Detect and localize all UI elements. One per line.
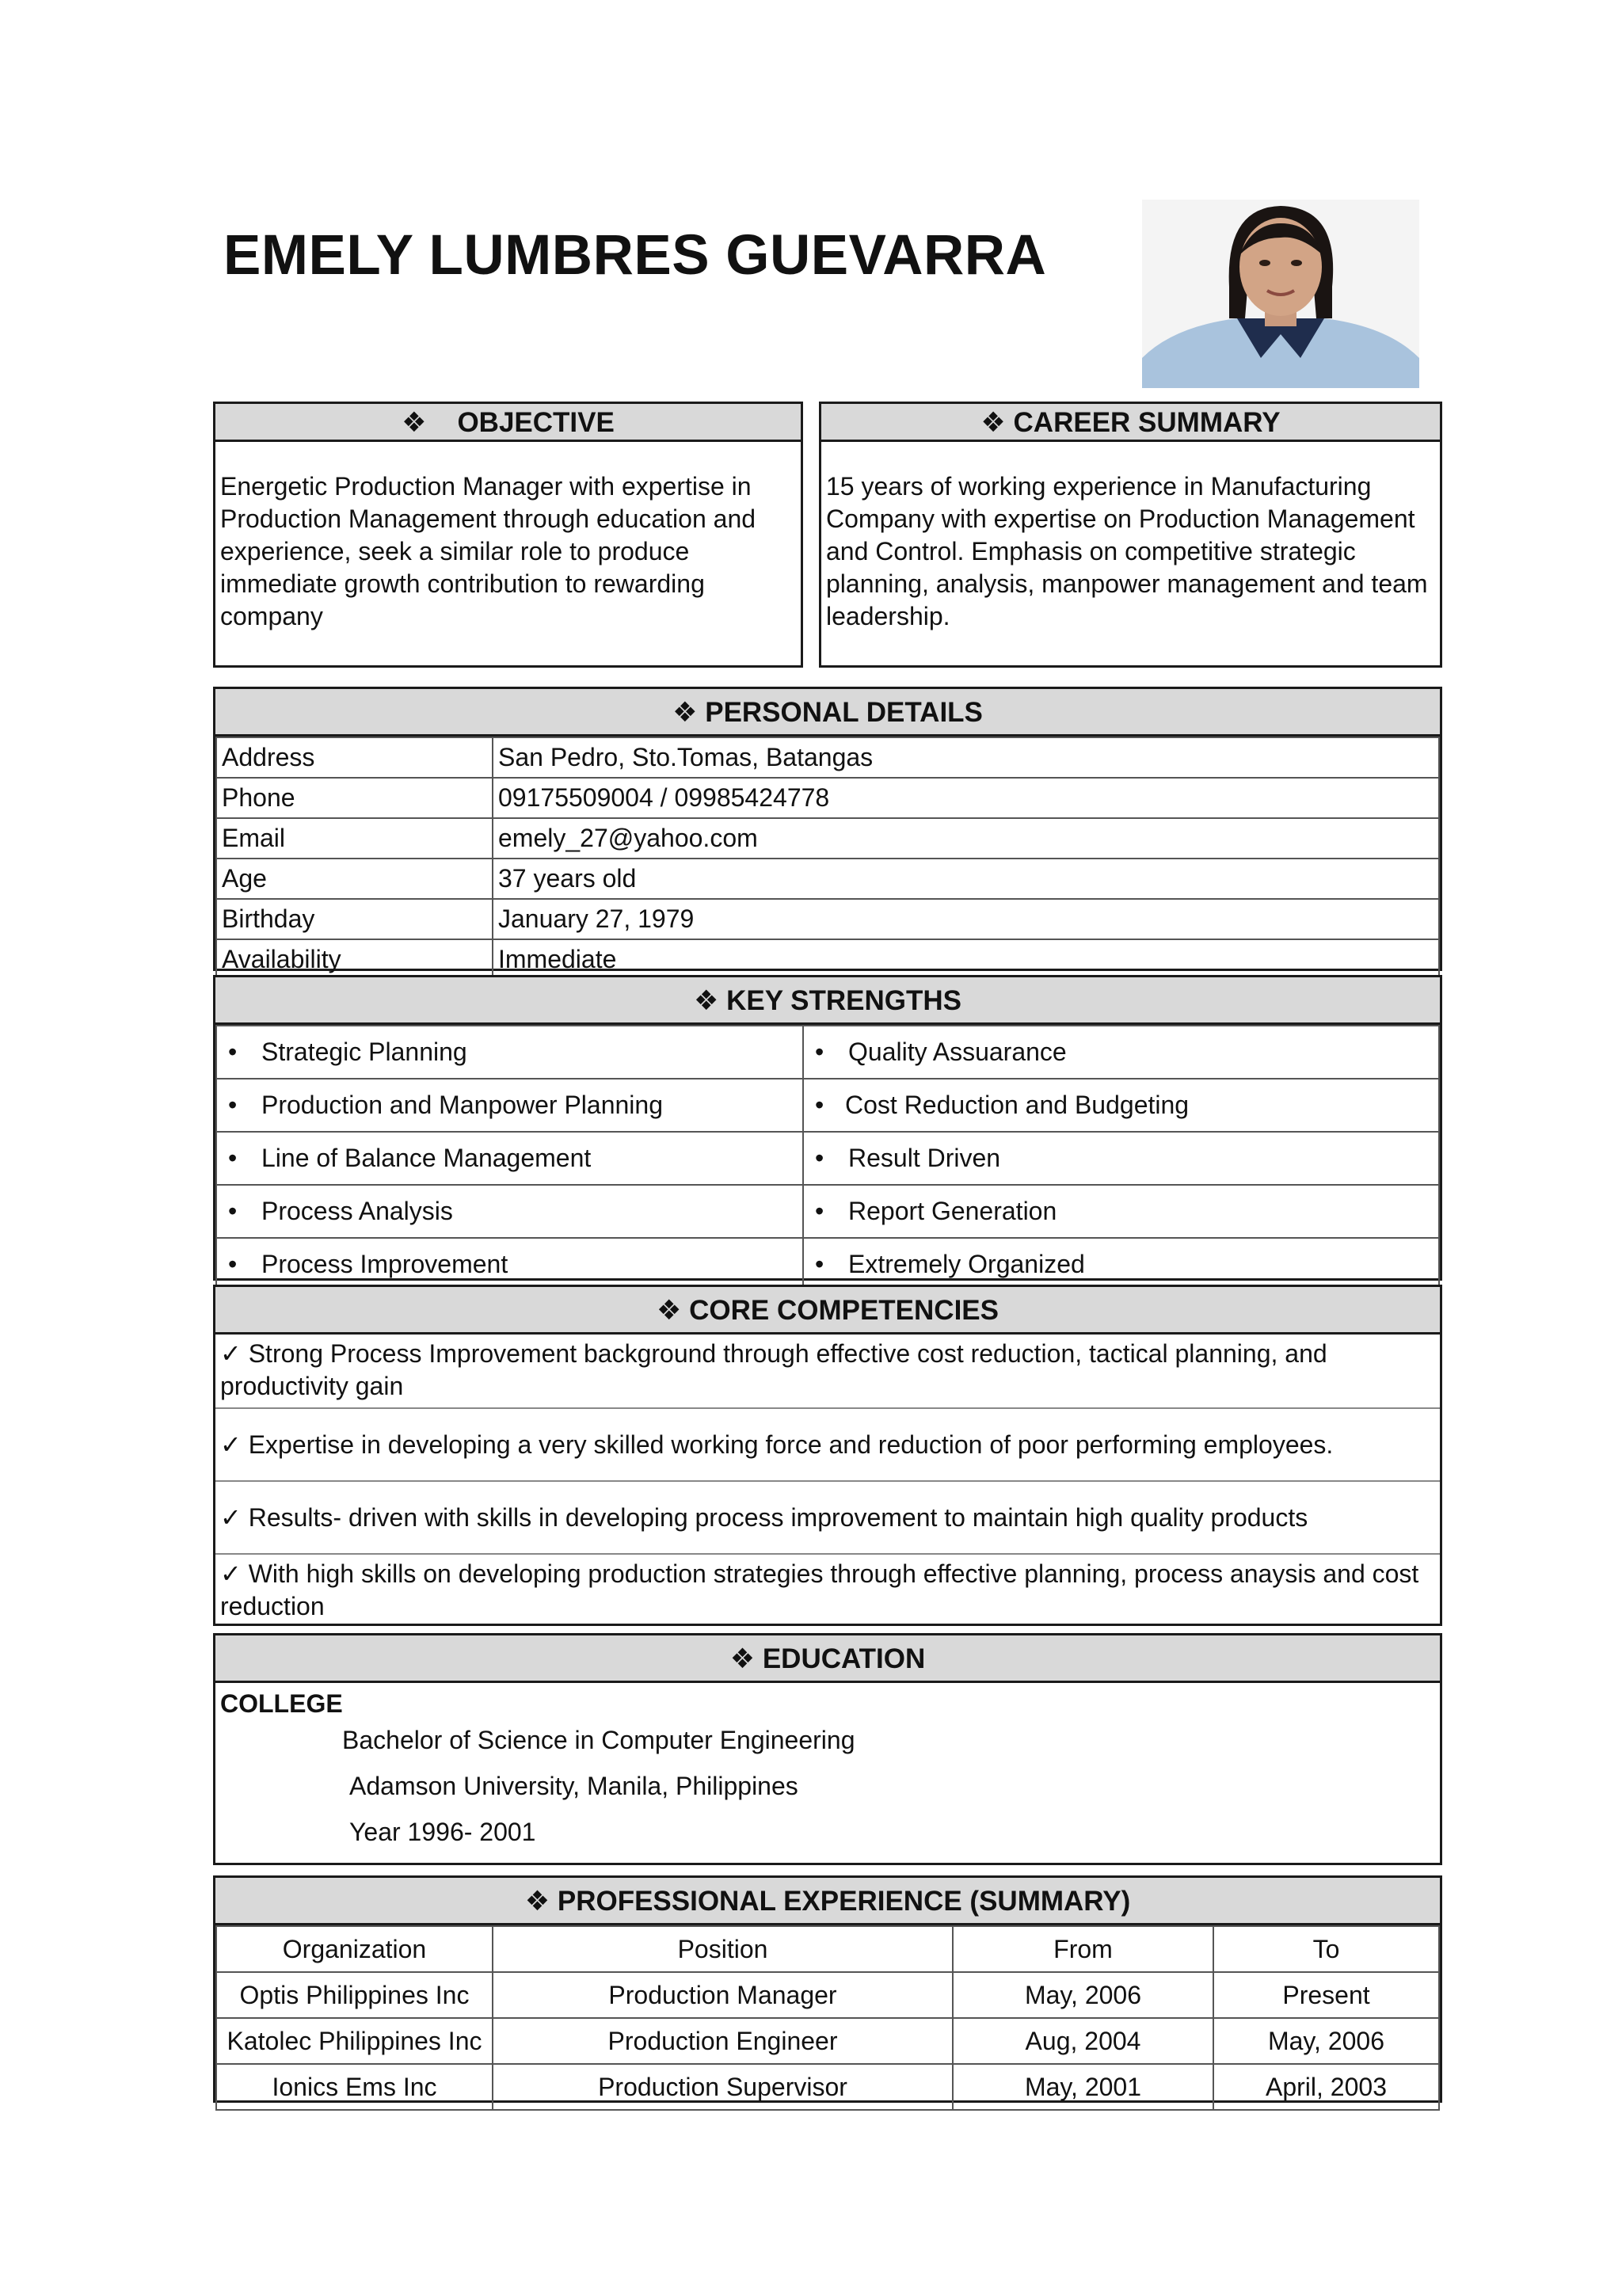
checkmark-icon: ✓ [220,1559,242,1588]
detail-value: January 27, 1979 [493,899,1439,939]
table-row [216,2064,1439,2110]
detail-label: Birthday [216,899,493,939]
organization-cell: Ionics Ems Inc [216,2064,493,2110]
key-strengths-table [215,1025,1440,1292]
key-strengths-title: KEY STRENGTHS [726,985,962,1016]
table-row [216,1185,1439,1238]
table-row [216,1079,1439,1132]
competency-text: With high skills on developing production strategies through effective planning, process anaysis and cost reduction [220,1559,1419,1620]
education-section [213,1633,1442,1865]
key-strengths-header [215,977,1440,1025]
experience-header [215,1878,1440,1925]
experience-table [215,1925,1440,2111]
education-year: Year 1996- 2001 [349,1818,536,1846]
career-summary-header [821,404,1440,442]
table-header-row [216,1926,1439,1972]
bullet-icon: • [815,1144,824,1172]
personal-details-header [215,689,1440,737]
column-header: Position [493,1926,953,1972]
strength-label: Production and Manpower Planning [261,1091,663,1119]
table-row [216,778,1439,818]
core-competencies-header [215,1287,1440,1335]
strength-item [216,1132,803,1185]
from-cell: May, 2001 [953,2064,1213,2110]
strength-label: Cost Reduction and Budgeting [845,1091,1190,1119]
personal-details-section [213,687,1442,971]
strength-item [216,1026,803,1079]
strength-item [803,1238,1439,1291]
personal-details-title: PERSONAL DETAILS [705,697,983,728]
candidate-name: EMELY LUMBRES GUEVARRA [223,224,1047,287]
bullet-icon: • [815,1250,824,1278]
bullet-icon: • [228,1038,238,1066]
competency-list [215,1335,1440,1624]
table-row [216,2018,1439,2064]
strength-label: Report Generation [848,1197,1057,1225]
person-portrait-icon [1142,200,1419,388]
bullet-icon: • [815,1038,824,1066]
key-strengths-section [213,975,1442,1281]
strength-label: Line of Balance Management [261,1144,592,1172]
list-item [215,1480,1440,1553]
position-cell: Production Supervisor [493,2064,953,2110]
strength-item [803,1132,1439,1185]
detail-label: Email [216,818,493,859]
organization-cell: Optis Philippines Inc [216,1972,493,2018]
to-cell: May, 2006 [1213,2018,1439,2064]
strength-label: Quality Assuarance [848,1038,1067,1066]
competency-text: Expertise in developing a very skilled working force and reduction of poor performing employees. [248,1430,1334,1459]
detail-label: Availability [216,939,493,980]
to-cell: Present [1213,1972,1439,2018]
column-header: Organization [216,1926,493,1972]
core-competencies-title: CORE COMPETENCIES [689,1295,999,1326]
diamond-bullet-icon: ❖ [980,407,1006,438]
list-item [215,1553,1440,1624]
strength-item [803,1026,1439,1079]
strength-label: Process Analysis [261,1197,453,1225]
checkmark-icon: ✓ [220,1430,242,1459]
checkmark-icon: ✓ [220,1339,242,1368]
diamond-bullet-icon: ❖ [656,1295,682,1326]
education-level: COLLEGE [220,1689,343,1718]
table-row [216,1972,1439,2018]
bullet-icon: • [815,1197,824,1225]
diamond-bullet-icon: ❖ [402,407,427,438]
education-header [215,1635,1440,1683]
table-row [216,1026,1439,1079]
personal-details-table [215,737,1440,980]
position-cell: Production Manager [493,1972,953,2018]
objective-section [213,402,803,668]
detail-label: Phone [216,778,493,818]
table-row [216,818,1439,859]
strength-item [216,1185,803,1238]
organization-cell: Katolec Philippines Inc [216,2018,493,2064]
column-header: To [1213,1926,1439,1972]
detail-value: emely_27@yahoo.com [493,818,1439,859]
detail-label: Age [216,859,493,899]
objective-title: OBJECTIVE [457,407,615,438]
table-row [216,899,1439,939]
detail-value: 37 years old [493,859,1439,899]
detail-value: Immediate [493,939,1439,980]
objective-text: Energetic Production Manager with expertise in Production Management through education and experience, seek a similar role to produce immediate growth contribution to rewarding company [220,472,756,630]
position-cell: Production Engineer [493,2018,953,2064]
education-school: Adamson University, Manila, Philippines [349,1772,798,1800]
experience-section [213,1875,1442,2103]
education-title: EDUCATION [762,1643,926,1674]
table-row [216,1132,1439,1185]
competency-text: Results- driven with skills in developing process improvement to maintain high quality products [248,1502,1308,1532]
list-item [215,1335,1440,1407]
diamond-bullet-icon: ❖ [524,1886,550,1917]
bullet-icon: • [228,1144,238,1172]
strength-label: Process Improvement [261,1250,508,1278]
table-row [216,737,1439,778]
strength-label: Result Driven [848,1144,1001,1172]
detail-value: San Pedro, Sto.Tomas, Batangas [493,737,1439,778]
strength-item [803,1079,1439,1132]
strength-item [216,1079,803,1132]
bullet-icon: • [815,1091,824,1119]
strength-item [216,1238,803,1291]
strength-label: Extremely Organized [848,1250,1085,1278]
bullet-icon: • [228,1250,238,1278]
strength-item [803,1185,1439,1238]
table-row [216,939,1439,980]
checkmark-icon: ✓ [220,1502,242,1532]
diamond-bullet-icon: ❖ [693,985,719,1016]
core-competencies-section [213,1285,1442,1626]
bullet-icon: • [228,1091,238,1119]
career-summary-section [819,402,1442,668]
career-summary-title: CAREER SUMMARY [1013,407,1281,438]
from-cell: May, 2006 [953,1972,1213,2018]
competency-text: Strong Process Improvement background through effective cost reduction, tactical planning, and productivity gain [220,1339,1327,1400]
column-header: From [953,1926,1213,1972]
strength-label: Strategic Planning [261,1038,467,1066]
detail-value: 09175509004 / 09985424778 [493,778,1439,818]
from-cell: Aug, 2004 [953,2018,1213,2064]
diamond-bullet-icon: ❖ [672,697,698,728]
list-item [215,1407,1440,1480]
to-cell: April, 2003 [1213,2064,1439,2110]
detail-label: Address [216,737,493,778]
experience-title: PROFESSIONAL EXPERIENCE (SUMMARY) [557,1886,1131,1917]
career-summary-text: 15 years of working experience in Manufacturing Company with expertise on Production Management and Control. Emphasis on competitive strategic planning, analysis, manpower management and team leadership. [826,472,1428,630]
profile-photo [1142,200,1419,388]
education-degree: Bachelor of Science in Computer Engineering [342,1726,855,1754]
table-row [216,1238,1439,1291]
diamond-bullet-icon: ❖ [729,1643,756,1674]
bullet-icon: • [228,1197,238,1225]
table-row [216,859,1439,899]
objective-header [215,404,801,442]
